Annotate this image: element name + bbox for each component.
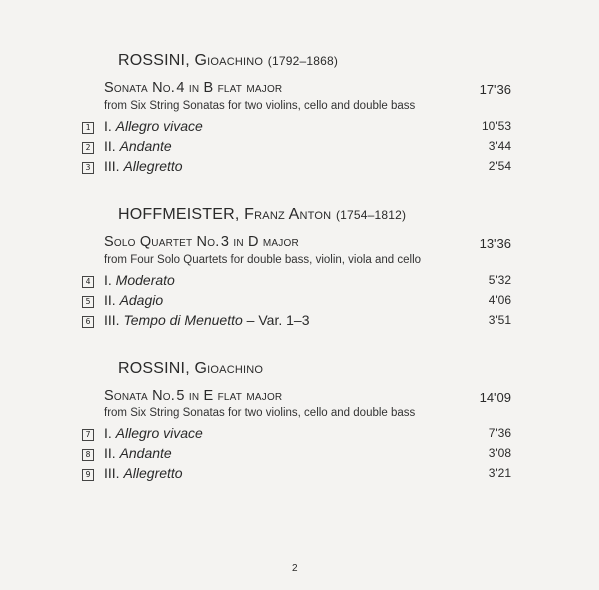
track-row[interactable]	[0, 272, 599, 292]
work-name: Sonata No.	[104, 388, 175, 404]
composer-last-name: HOFFMEISTER	[118, 206, 235, 223]
track-title: II. Adagio	[104, 292, 164, 308]
track-row[interactable]	[0, 158, 599, 178]
composer-dates: (1792–1868)	[267, 54, 339, 68]
track-duration: 2'54	[488, 159, 511, 173]
track-title: III. Allegretto	[104, 158, 183, 174]
track-title: I. Allegro vivace	[104, 118, 203, 134]
track-title: III. Allegretto	[104, 465, 183, 481]
track-title: II. Andante	[104, 445, 172, 461]
work-title	[104, 234, 299, 250]
track-title: III. Tempo di Menuetto – Var. 1–3	[104, 312, 310, 328]
track-row[interactable]	[0, 138, 599, 158]
composer-first-name: Gioachino	[194, 52, 264, 69]
track-number: 6	[82, 316, 94, 328]
work-key: in B flat major	[188, 80, 283, 96]
work-number: 3	[220, 234, 230, 250]
composer-first-name: Franz Anton	[244, 206, 332, 223]
composer-heading: HOFFMEISTER, Franz Anton (1754–1812)	[118, 206, 407, 223]
track-row[interactable]	[0, 425, 599, 445]
track-row[interactable]	[0, 118, 599, 138]
work-duration: 14'09	[479, 390, 511, 405]
track-number: 9	[82, 469, 94, 481]
track-duration: 3'44	[488, 139, 511, 153]
track-row[interactable]	[0, 465, 599, 485]
track-number: 1	[82, 122, 94, 134]
track-number: 2	[82, 142, 94, 154]
composer-dates: (1754–1812)	[335, 208, 407, 222]
track-number: 7	[82, 429, 94, 441]
work-key: in E flat major	[188, 388, 283, 404]
work-duration: 13'36	[479, 236, 511, 251]
track-title: II. Andante	[104, 138, 172, 154]
composer-heading: ROSSINI, Gioachino (1792–1868)	[118, 52, 339, 69]
composer-last-name: ROSSINI	[118, 52, 186, 69]
work-key: in D major	[233, 234, 299, 250]
page-number: 2	[292, 563, 298, 574]
work-subtitle: from Four Solo Quartets for double bass, violin, viola and cello	[104, 254, 422, 266]
work-number: 4	[176, 80, 185, 96]
track-row[interactable]	[0, 312, 599, 332]
track-row[interactable]	[0, 292, 599, 312]
track-duration: 7'36	[488, 426, 511, 440]
track-duration: 3'08	[488, 446, 511, 460]
work-title	[104, 388, 282, 404]
track-duration: 10'53	[482, 119, 511, 133]
composer-first-name: Gioachino	[194, 360, 264, 377]
track-row[interactable]	[0, 445, 599, 465]
work-title	[104, 80, 282, 96]
work-number: 5	[176, 388, 185, 404]
work-subtitle: from Six String Sonatas for two violins, cello and double bass	[104, 100, 416, 112]
work-name: Sonata No.	[104, 80, 175, 96]
composer-heading: ROSSINI, Gioachino	[118, 360, 264, 377]
track-number: 3	[82, 162, 94, 174]
work-duration: 17'36	[479, 82, 511, 97]
track-number: 8	[82, 449, 94, 461]
track-number: 4	[82, 276, 94, 288]
composer-last-name: ROSSINI	[118, 360, 186, 377]
work-name: Solo Quartet No.	[104, 234, 220, 250]
track-duration: 3'21	[488, 466, 511, 480]
track-number: 5	[82, 296, 94, 308]
track-duration: 3'51	[488, 313, 511, 327]
work-subtitle: from Six String Sonatas for two violins, cello and double bass	[104, 407, 416, 419]
track-title: I. Allegro vivace	[104, 425, 203, 441]
track-title: I. Moderato	[104, 272, 175, 288]
track-duration: 5'32	[488, 273, 511, 287]
track-duration: 4'06	[488, 293, 511, 307]
